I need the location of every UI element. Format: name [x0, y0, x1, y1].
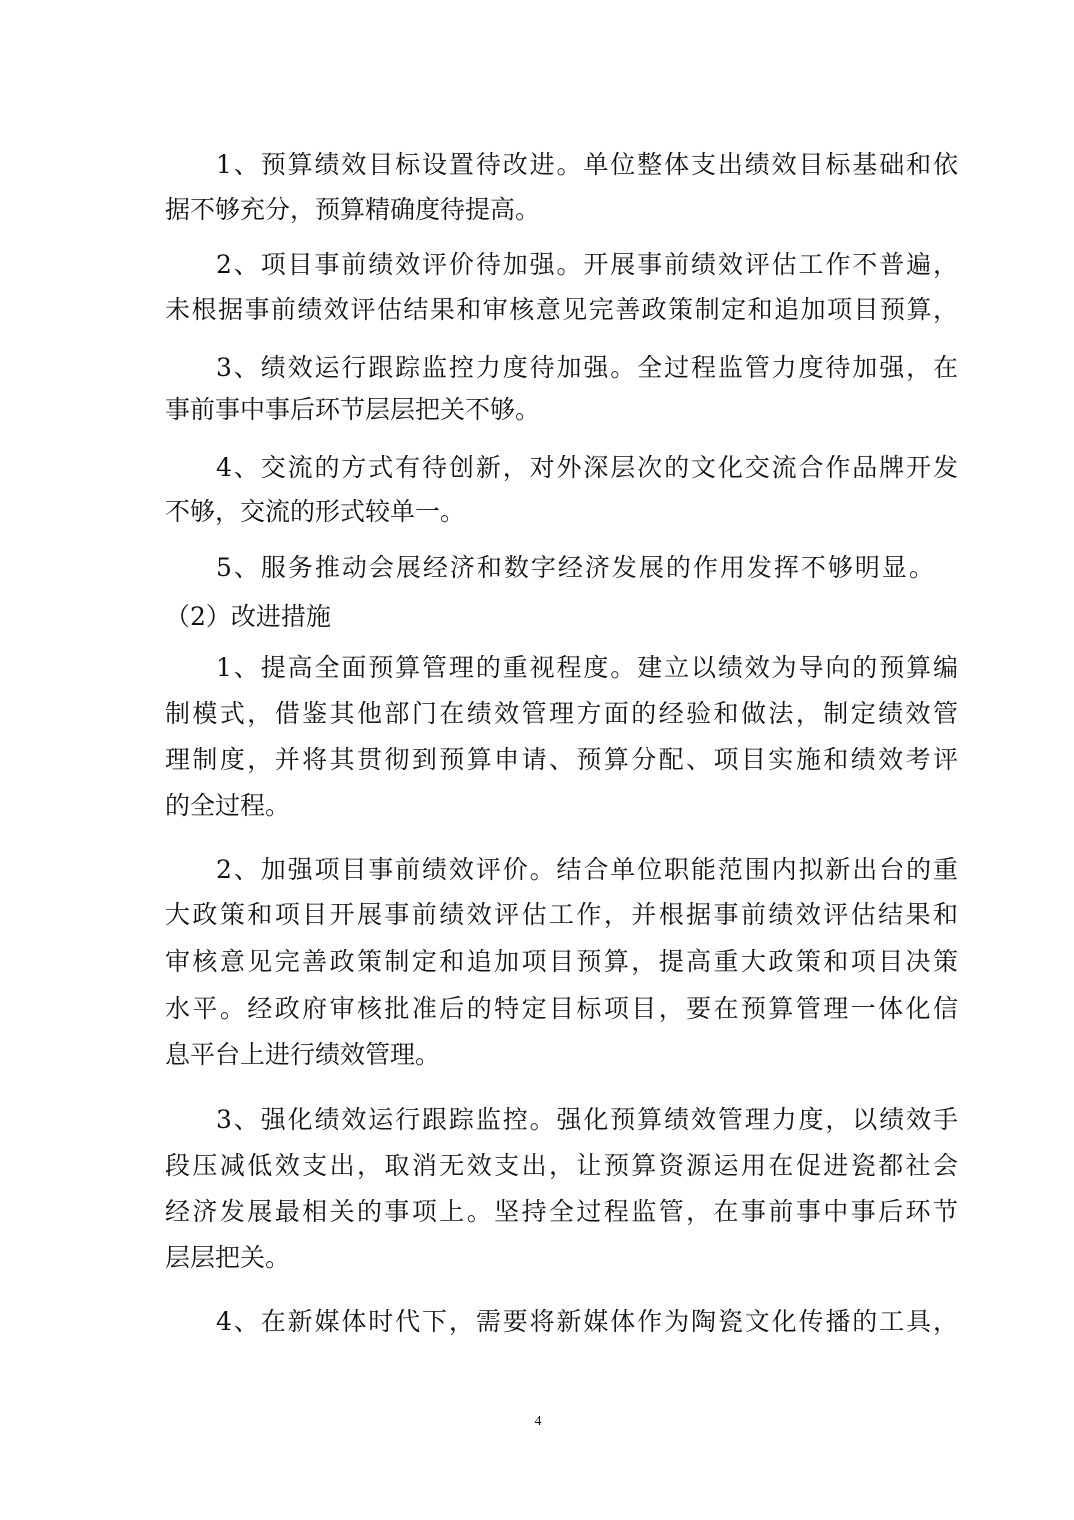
text-line: 1、预算绩效目标设置待改进。单位整体支出绩效目标基础和依 — [216, 150, 958, 179]
page-number: 4 — [534, 1414, 542, 1429]
text-line: 理制度，并将其贯彻到预算申请、预算分配、项目实施和绩效考评 — [165, 745, 958, 774]
text-line: 事前事中事后环节层层把关不够。 — [165, 395, 541, 424]
text-line: 2、项目事前绩效评价待加强。开展事前绩效评估工作不普遍， — [216, 250, 958, 279]
text-line: 4、交流的方式有待创新，对外深层次的文化交流合作品牌开发 — [216, 453, 958, 482]
text-line: 段压减低效支出，取消无效支出，让预算资源运用在促进瓷都社会 — [165, 1151, 958, 1180]
text-line: 息平台上进行绩效管理。 — [165, 1040, 441, 1069]
text-line: 大政策和项目开展事前绩效评估工作，并根据事前绩效评估结果和 — [165, 900, 958, 929]
text-line: 审核意见完善政策制定和追加项目预算，提高重大政策和项目决策 — [165, 947, 958, 976]
text-line: 未根据事前绩效评估结果和审核意见完善政策制定和追加项目预算， — [165, 295, 958, 324]
text-line: 据不够充分，预算精确度待提高。 — [165, 195, 541, 224]
section-heading: （2）改进措施 — [165, 602, 331, 631]
text-line: 3、绩效运行跟踪监控力度待加强。全过程监管力度待加强，在 — [216, 353, 958, 382]
text-line: 2、加强项目事前绩效评价。结合单位职能范围内拟新出台的重 — [216, 855, 958, 884]
text-line: 制模式，借鉴其他部门在绩效管理方面的经验和做法，制定绩效管 — [165, 699, 958, 728]
text-line: 1、提高全面预算管理的重视程度。建立以绩效为导向的预算编 — [216, 653, 958, 682]
text-line: 3、强化绩效运行跟踪监控。强化预算绩效管理力度，以绩效手 — [216, 1105, 958, 1134]
text-line: 层层把关。 — [165, 1243, 291, 1272]
text-line: 水平。经政府审核批准后的特定目标项目，要在预算管理一体化信 — [165, 994, 958, 1023]
text-line: 经济发展最相关的事项上。坚持全过程监管，在事前事中事后环节 — [165, 1197, 958, 1226]
text-line: 不够，交流的形式较单一。 — [165, 497, 466, 526]
text-line: 5、服务推动会展经济和数字经济发展的作用发挥不够明显。 — [216, 553, 936, 582]
text-line: 的全过程。 — [165, 791, 291, 820]
text-line: 4、在新媒体时代下，需要将新媒体作为陶瓷文化传播的工具， — [216, 1307, 958, 1336]
